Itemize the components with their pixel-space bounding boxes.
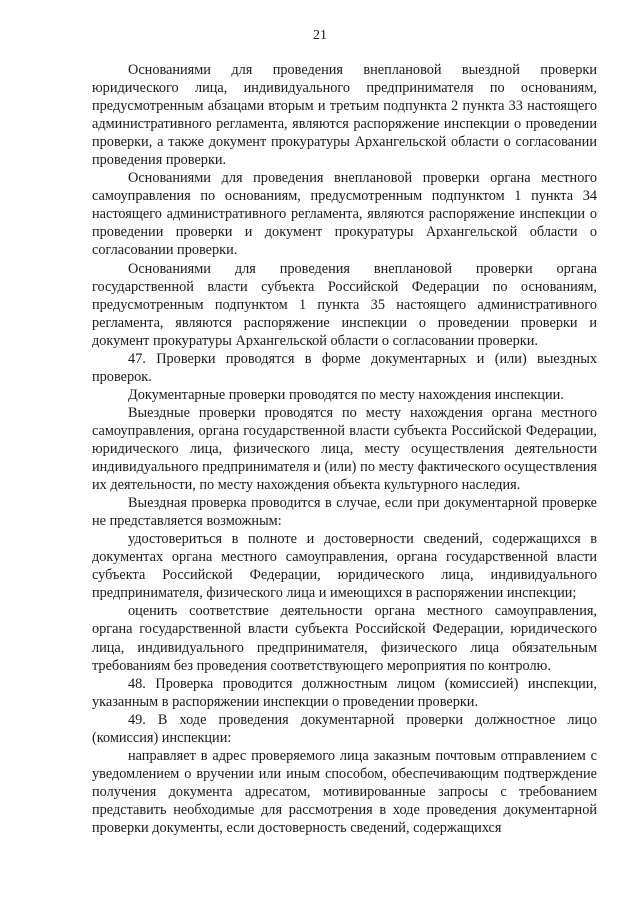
- document-body: [92, 61, 597, 837]
- paragraph-onsite-conditions: Выездная проверка проводится в случае, если при документарной проверке не представляется возможным:: [92, 495, 597, 530]
- paragraph-48-inspector: 48. Проверка проводится должностным лицом (комиссией) инспекции, указанным в распоряжении инспекции о проведении проверки.: [92, 675, 597, 710]
- paragraph-47-inspection-forms: 47. Проверки проводятся в форме документарных и (или) выездных проверок.: [92, 350, 597, 385]
- paragraph-grounds-legal-entity: Основаниями для проведения внеплановой выездной проверки юридического лица, индивидуального предпринимателя по основаниям, предусмотренным абзацами вторым и третьим подпункта 2 пункта 33 настоящего административного регламента, являются распоряжение инспекции о проведении проверки, а также документ прокуратуры Архангельской области о согласовании проведения проверки.: [92, 62, 597, 169]
- paragraph-grounds-state-authority: Основаниями для проведения внеплановой проверки органа государственной власти субъекта Российской Федерации по основаниям, предусмотренным подпунктом 1 пункта 35 настоящего административного регламента, являются распоряжение инспекции о проведении проверки и документ прокуратуры Архангельской области о согласовании проверки.: [92, 260, 597, 349]
- paragraph-grounds-local-government: Основаниями для проведения внеплановой проверки органа местного самоуправления по основаниям, предусмотренным подпунктом 1 пункта 34 настоящего административного регламента, являются распоряжение инспекции о проведении проверки и документ прокуратуры Архангельской области о согласовании проверки.: [92, 170, 597, 259]
- paragraph-verify-completeness: удостовериться в полноте и достоверности сведений, содержащихся в документах органа местного самоуправления, органа государственной власти субъекта Российской Федерации, юридического лица, индивидуального предпринимателя, физического лица и имеющихся в распоряжении инспекции;: [92, 531, 597, 602]
- paragraph-assess-compliance: оценить соответствие деятельности органа местного самоуправления, органа государственной власти субъекта Российской Федерации, юридического лица, индивидуального предпринимателя, физического лица обязательным требованиям без проведения соответствующего мероприятия по контролю.: [92, 603, 597, 674]
- paragraph-send-requests: направляет в адрес проверяемого лица заказным почтовым отправлением с уведомлением о вручении или иным способом, обеспечивающим подтверждение получения документа адресатом, мотивированные запросы с требованием представить необходимые для рассмотрения в ходе проведения документарной проверки документы, если достоверность сведений, содержащихся: [92, 747, 597, 836]
- paragraph-onsite-inspections: Выездные проверки проводятся по месту нахождения органа местного самоуправления, органа государственной власти субъекта Российской Федерации, юридического лица, физического лица, месту осуществления деятельности индивидуального предпринимателя и (или) по месту фактического осуществления их деятельности, по месту нахождения объекта культурного наследия.: [92, 404, 597, 494]
- paragraph-49-documentary-procedure: 49. В ходе проведения документарной проверки должностное лицо (комиссия) инспекции:: [92, 711, 597, 746]
- page-number: 21: [313, 28, 327, 43]
- paragraph-documentary-inspections: Документарные проверки проводятся по месту нахождения инспекции.: [128, 386, 564, 403]
